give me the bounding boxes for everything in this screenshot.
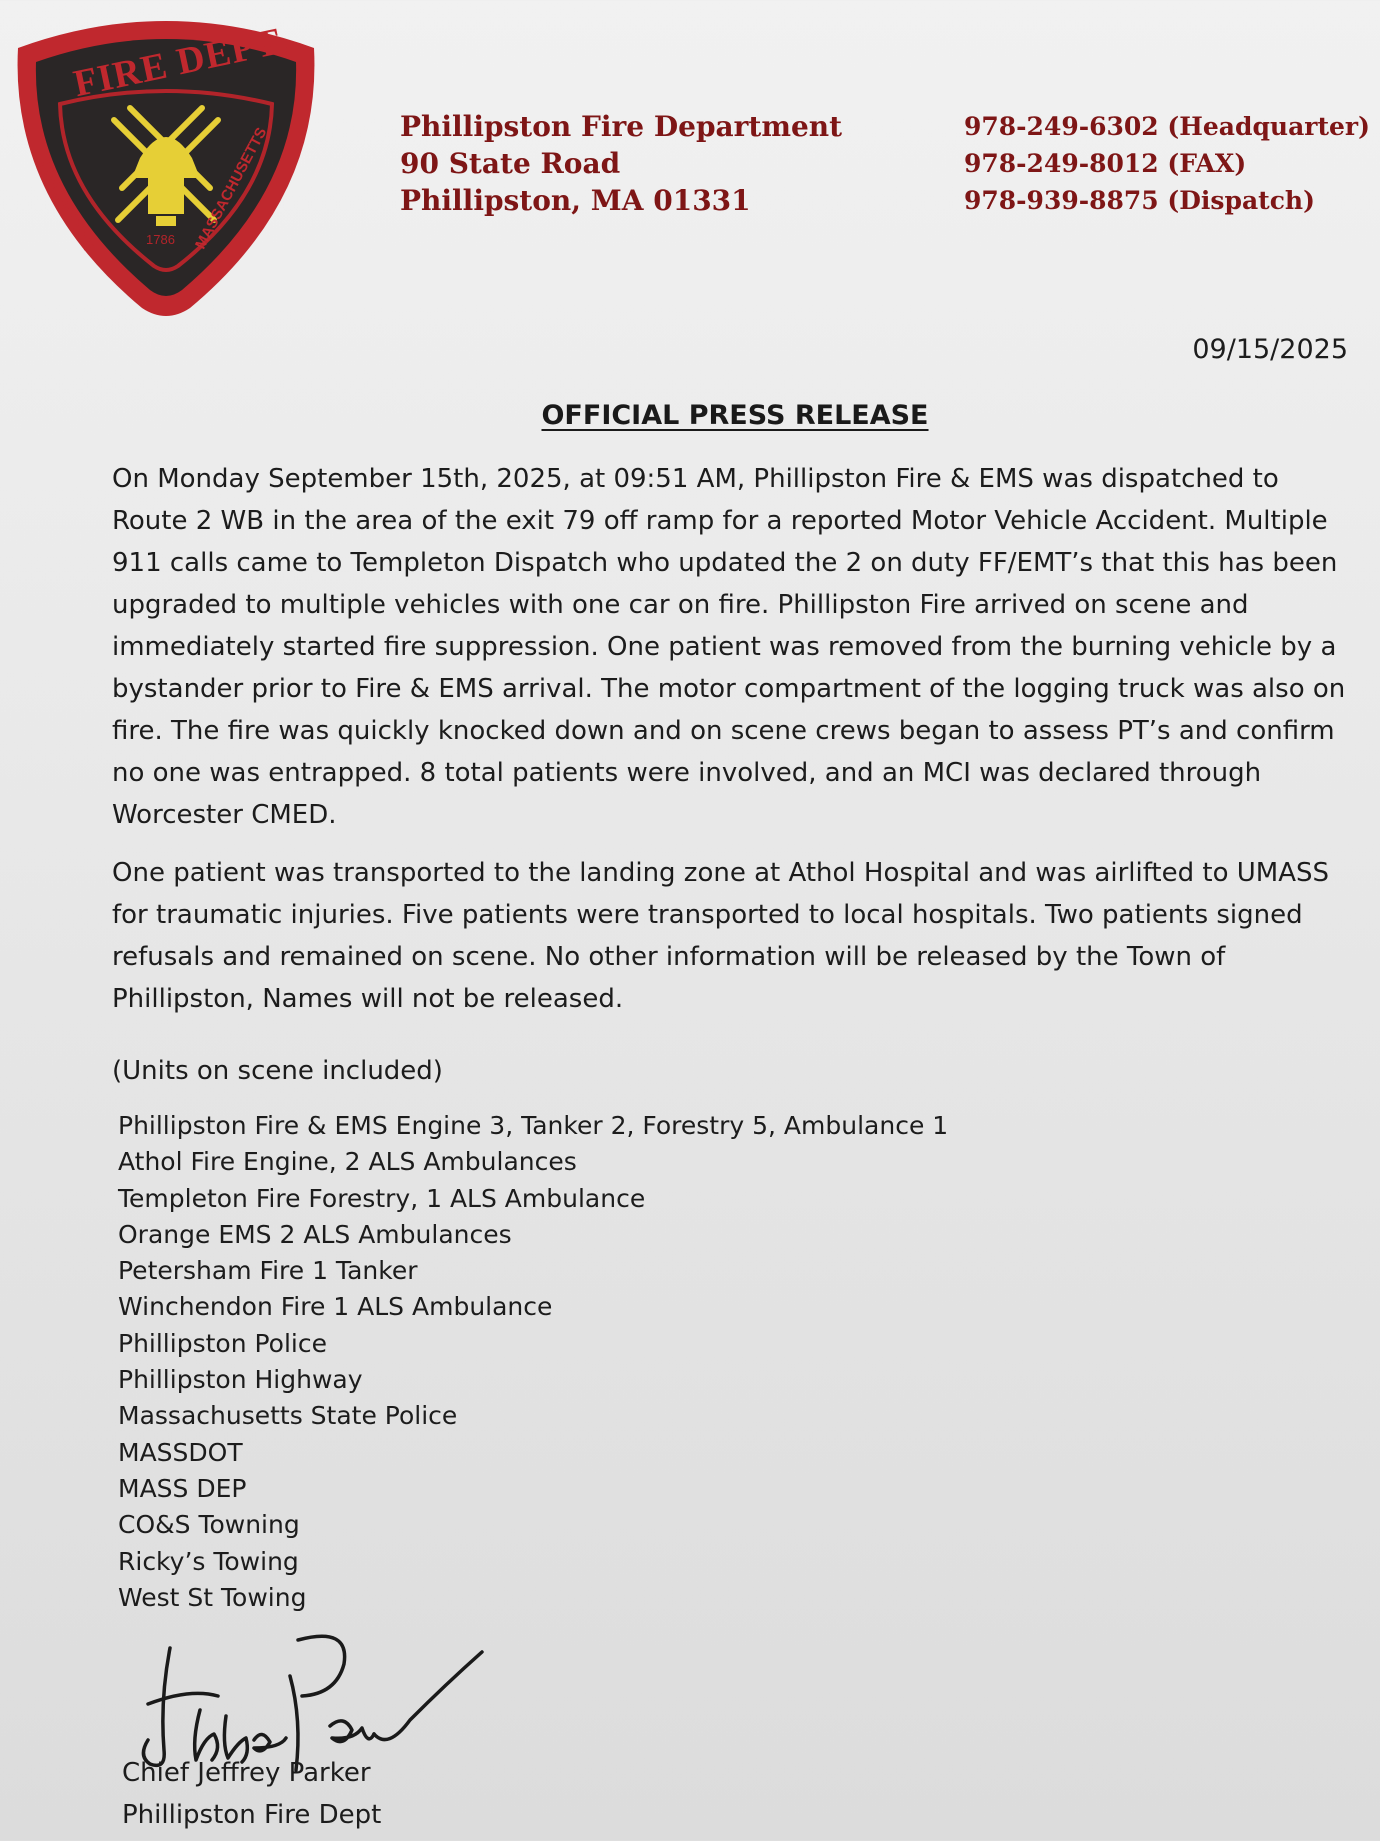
- letterhead-phone-numbers: [964, 108, 1370, 219]
- department-city: Phillipston, MA 01331: [400, 184, 751, 217]
- list-item: Orange EMS 2 ALS Ambulances: [118, 1219, 512, 1249]
- units-list: [118, 1108, 948, 1616]
- paragraph-incident: On Monday September 15th, 2025, at 09:51 AM, Phillipston Fire & EMS was dispatched to Route 2 WB in the area of the exit 79 off ramp for a reported Motor Vehicle Accident. Multiple 911 calls came to Templeton Dispatch who updated the 2 on duty FF/EMT’s that this has been upgraded to multiple vehicles with one car on fire. Phillipston Fire arrived on scene and immediately started fire suppression. One patient was removed from the burning vehicle by a bystander prior to Fire & EMS arrival. The motor compartment of the logging truck was also on fire. The fire was quickly knocked down and on scene crews began to assess PT’s and confirm no one was entrapped. 8 total patients were involved, and an MCI was declared through Worcester CMED.: [112, 464, 1346, 830]
- phone-dispatch: 978-939-8875 (Dispatch): [964, 186, 1315, 215]
- list-item: Athol Fire Engine, 2 ALS Ambulances: [118, 1147, 577, 1177]
- list-item: Petersham Fire 1 Tanker: [118, 1256, 418, 1286]
- list-item: Massachusetts State Police: [118, 1401, 458, 1431]
- department-name: Phillipston Fire Department: [400, 110, 843, 143]
- paragraph-patients: One patient was transported to the landing zone at Athol Hospital and was airlifted to UMASS for traumatic injuries. Five patients were transported to local hospitals. Two patients signed refusals and remained on scene. No other information will be released by the Town of Phillipston, Names will not be released.: [112, 858, 1329, 1014]
- letterhead-address: [400, 108, 842, 219]
- phone-headquarter: 978-249-6302 (Headquarter): [964, 112, 1370, 141]
- list-item: MASSDOT: [118, 1437, 243, 1467]
- signature-block: [122, 1752, 381, 1836]
- list-item: Winchendon Fire 1 ALS Ambulance: [118, 1292, 553, 1322]
- signer-name: Chief Jeffrey Parker: [122, 1758, 371, 1788]
- release-date: 09/15/2025: [1192, 334, 1348, 365]
- phone-fax: 978-249-8012 (FAX): [964, 149, 1247, 178]
- list-item: CO&S Towning: [118, 1510, 300, 1540]
- patch-text-left: PHILLIPSTON: [34, 158, 97, 254]
- units-heading: (Units on scene included): [112, 1056, 443, 1086]
- patch-text-right: MASSACHUSETTS: [192, 124, 271, 252]
- department-street: 90 State Road: [400, 147, 621, 180]
- press-release-title: OFFICIAL PRESS RELEASE: [541, 400, 929, 431]
- list-item: Phillipston Highway: [118, 1365, 363, 1395]
- signer-organization: Phillipston Fire Dept: [122, 1800, 382, 1830]
- patch-year: 1786: [146, 232, 175, 247]
- patch-text-top: FIRE DEPT.: [70, 18, 293, 106]
- list-item: West St Towing: [118, 1582, 307, 1612]
- list-item: Phillipston Fire & EMS Engine 3, Tanker 2, Forestry 5, Ambulance 1: [118, 1111, 949, 1140]
- list-item: Phillipston Police: [118, 1328, 327, 1358]
- list-item: Templeton Fire Forestry, 1 ALS Ambulance: [118, 1183, 646, 1213]
- list-item: Ricky’s Towing: [118, 1546, 299, 1576]
- patch-lettering: [10, 8, 322, 320]
- list-item: MASS DEP: [118, 1473, 247, 1503]
